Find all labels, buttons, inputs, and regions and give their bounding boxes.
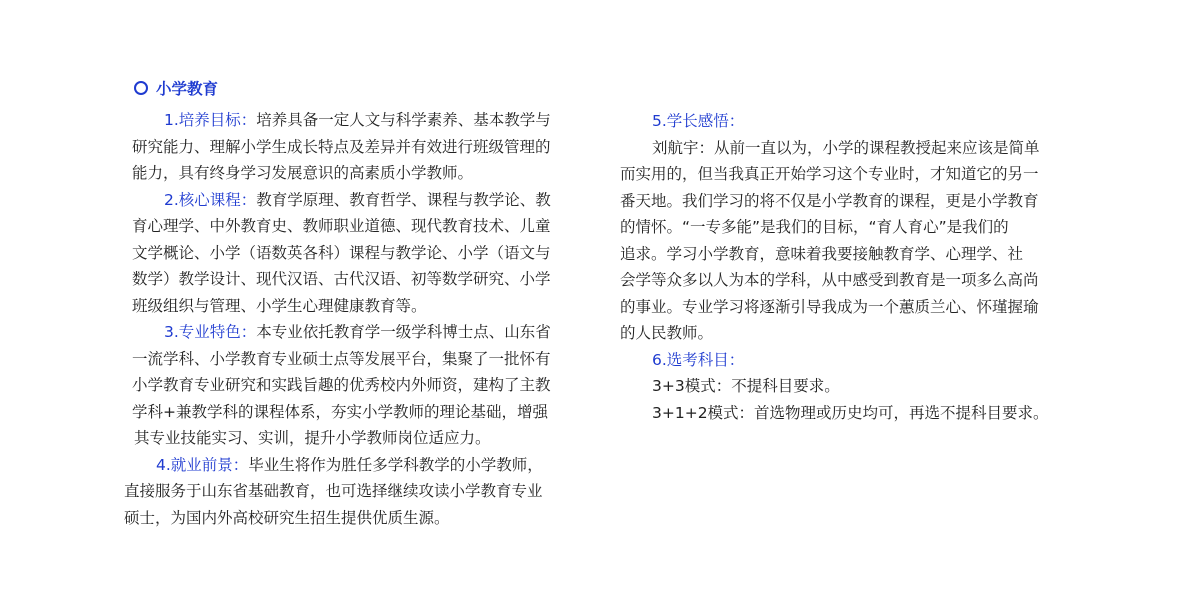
employment-label: 4.就业前景： bbox=[156, 455, 249, 474]
core-courses-block bbox=[120, 187, 595, 320]
text-line: 培养具备一定人文与科学素养、基本教学与 bbox=[256, 111, 551, 129]
section-title bbox=[133, 76, 218, 100]
text-line: 3+3模式：不提科目要求。 bbox=[652, 377, 840, 395]
text-line: 研究能力、理解小学生成长特点及差异并有效进行班级管理的 bbox=[132, 137, 551, 156]
employment-block bbox=[120, 452, 595, 532]
circle-outline-icon bbox=[134, 81, 148, 95]
text-line: 而实用的，但当我真正开始学习这个专业时，才知道它的另一 bbox=[620, 165, 1039, 183]
text-line: 的情怀。“一专多能”是我们的目标，“育人育心”是我们的 bbox=[620, 218, 1009, 236]
text-line: 一流学科、小学教育专业硕士点等发展平台，集聚了一批怀有 bbox=[132, 349, 551, 368]
text-line: 毕业生将作为胜任多学科教学的小学教师， bbox=[248, 455, 543, 474]
text-line: 数学）教学设计、现代汉语、古代汉语、初等数学研究、小学 bbox=[132, 270, 551, 288]
text-line: 会学等众多以人为本的学科，从中感受到教育是一项多么高尚 bbox=[620, 271, 1039, 289]
text-line: 学科+兼教学科的课程体系，夯实小学教师的理论基础，增强 bbox=[132, 402, 548, 421]
text-line: 教育学原理、教育哲学、课程与教学论、教 bbox=[256, 190, 551, 209]
features-block bbox=[120, 319, 595, 452]
senior-block bbox=[620, 108, 1080, 347]
training-goal-block bbox=[120, 107, 595, 187]
text-line: 班级组织与管理、小学生心理健康教育等。 bbox=[132, 296, 427, 315]
core-courses-label: 2.核心课程： bbox=[164, 190, 257, 209]
text-line: 硕士，为国内外高校研究生招生提供优质生源。 bbox=[124, 508, 450, 527]
text-line: 3+1+2模式：首选物理或历史均可，再选不提科目要求。 bbox=[652, 403, 1049, 422]
text-line: 追求。学习小学教育，意味着我要接触教育学、心理学、社 bbox=[620, 244, 1024, 263]
training-goal-label: 1.培养目标： bbox=[164, 111, 257, 129]
text-line: 文学概论、小学（语数英各科）课程与教学论、小学（语文与 bbox=[132, 243, 551, 262]
text-line: 的事业。专业学习将逐渐引导我成为一个蕙质兰心、怀瑾握瑜 bbox=[620, 297, 1039, 316]
features-label: 3.专业特色： bbox=[164, 323, 257, 341]
text-line: 育心理学、中外教育史、教师职业道德、现代教育技术、儿童 bbox=[132, 217, 551, 235]
text-line: 的人民教师。 bbox=[620, 324, 714, 342]
left-column bbox=[120, 107, 595, 531]
text-line: 番天地。我们学习的将不仅是小学教育的课程，更是小学教育 bbox=[620, 191, 1039, 210]
section-title-text: 小学教育 bbox=[156, 80, 219, 98]
text-line: 刘航宇：从前一直以为，小学的课程教授起来应该是简单 bbox=[652, 138, 1040, 157]
text-line: 小学教育专业研究和实践旨趣的优秀校内外师资，建构了主教 bbox=[132, 376, 551, 394]
right-column bbox=[620, 108, 1080, 426]
subjects-label: 6.选考科目： bbox=[652, 350, 745, 369]
text-line: 其专业技能实习、实训，提升小学教师岗位适应力。 bbox=[134, 429, 491, 447]
text-line: 直接服务于山东省基础教育，也可选择继续攻读小学教育专业 bbox=[124, 482, 543, 500]
text-line: 能力，具有终身学习发展意识的高素质小学教师。 bbox=[132, 164, 474, 182]
subjects-block bbox=[620, 347, 1080, 427]
text-line: 本专业依托教育学一级学科博士点、山东省 bbox=[256, 323, 551, 341]
senior-label: 5.学长感悟： bbox=[652, 112, 745, 130]
